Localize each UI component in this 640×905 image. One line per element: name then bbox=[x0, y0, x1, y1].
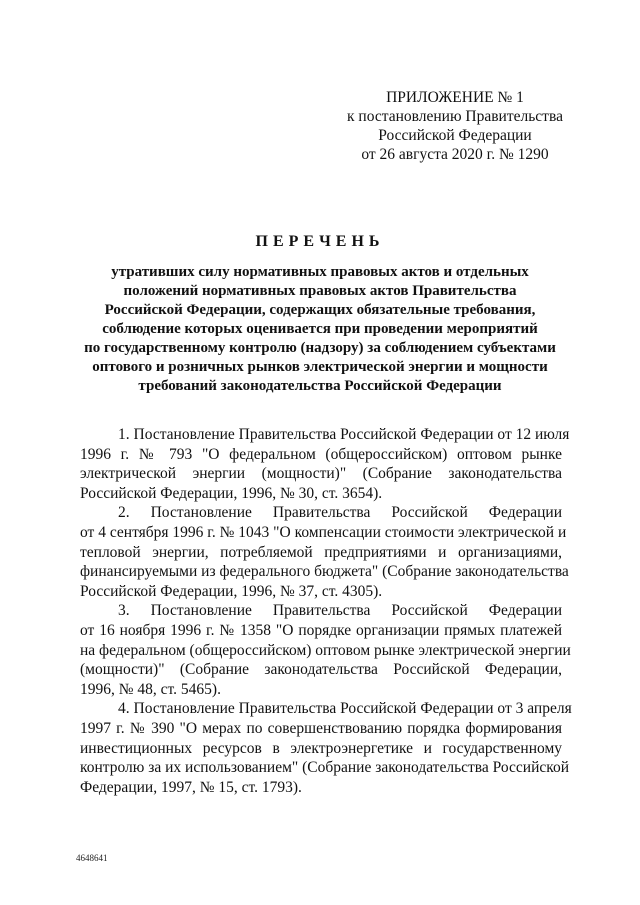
appendix-header bbox=[340, 88, 570, 164]
item-line: на федеральном (общероссийском) оптовом рынке электрической энергии bbox=[80, 641, 571, 659]
item-line: Российской Федерации, 1996, № 30, ст. 3654). bbox=[80, 484, 383, 502]
list-item-1 bbox=[80, 425, 570, 503]
subtitle-line: по государственному контролю (надзору) за соблюдением субъектами bbox=[84, 340, 556, 356]
list-item-3 bbox=[80, 601, 571, 699]
item-line: Федерации, 1997, № 15, ст. 1793). bbox=[80, 778, 302, 796]
item-line: электрической энергии (мощности)" (Собрание законодательства bbox=[80, 465, 562, 483]
item-line: от 16 ноября 1996 г. № 1358 "О порядке организации прямых платежей bbox=[80, 621, 562, 639]
document-title: ПЕРЕЧЕНЬ bbox=[255, 233, 385, 250]
item-line: финансируемыми из федерального бюджета" (Собрание законодательства bbox=[80, 563, 569, 581]
item-line: контролю за их использованием" (Собрание законодательства Российской bbox=[80, 759, 570, 777]
item-line: 1997 г. № 390 "О мерах по совершенствованию порядка формирования bbox=[80, 719, 562, 737]
appendix-ref: к постановлению Правительства bbox=[347, 108, 563, 125]
item-line: 1996 г. № 793 "О федеральном (общероссийском) оптовом рынке bbox=[80, 445, 562, 463]
document-subtitle bbox=[60, 263, 580, 396]
item-line: 1996, № 48, ст. 5465). bbox=[80, 680, 221, 698]
subtitle-line: положений нормативных правовых актов Правительства bbox=[123, 283, 517, 299]
subtitle-line: требований законодательства Российской Федерации bbox=[138, 378, 502, 394]
subtitle-line: утративших силу нормативных правовых актов и отдельных bbox=[111, 264, 529, 280]
item-line: 4. Постановление Правительства Российской Федерации от 3 апреля bbox=[118, 700, 572, 718]
subtitle-line: соблюдение которых оценивается при проведении мероприятий bbox=[102, 321, 538, 337]
item-line: 1. Постановление Правительства Российской Федерации от 12 июля bbox=[118, 426, 570, 443]
item-line: от 4 сентября 1996 г. № 1043 "О компенсации стоимости электрической и bbox=[80, 523, 567, 541]
item-line: тепловой энергии, потребляемой предприятиями и организациями, bbox=[80, 543, 562, 561]
document-code: 4648641 bbox=[76, 853, 108, 863]
item-line: 3. Постановление Правительства Российской Федерации bbox=[118, 602, 562, 620]
list-item-4 bbox=[80, 699, 572, 797]
item-line: (мощности)" (Собрание законодательства Российской Федерации, bbox=[80, 661, 562, 679]
item-line: инвестиционных ресурсов в электроэнергетике и государственному bbox=[80, 739, 562, 757]
subtitle-line: Российской Федерации, содержащих обязательные требования, bbox=[104, 302, 536, 318]
appendix-authority: Российской Федерации bbox=[378, 127, 532, 144]
appendix-number: ПРИЛОЖЕНИЕ № 1 bbox=[386, 89, 524, 106]
subtitle-line: оптового и розничных рынков электрической энергии и мощности bbox=[92, 359, 548, 375]
document-body bbox=[80, 425, 572, 797]
list-item-2 bbox=[80, 503, 569, 601]
item-line: 2. Постановление Правительства Российской Федерации bbox=[118, 504, 562, 522]
item-line: Российской Федерации, 1996, № 37, ст. 4305). bbox=[80, 582, 383, 600]
appendix-date: от 26 августа 2020 г. № 1290 bbox=[361, 146, 549, 163]
